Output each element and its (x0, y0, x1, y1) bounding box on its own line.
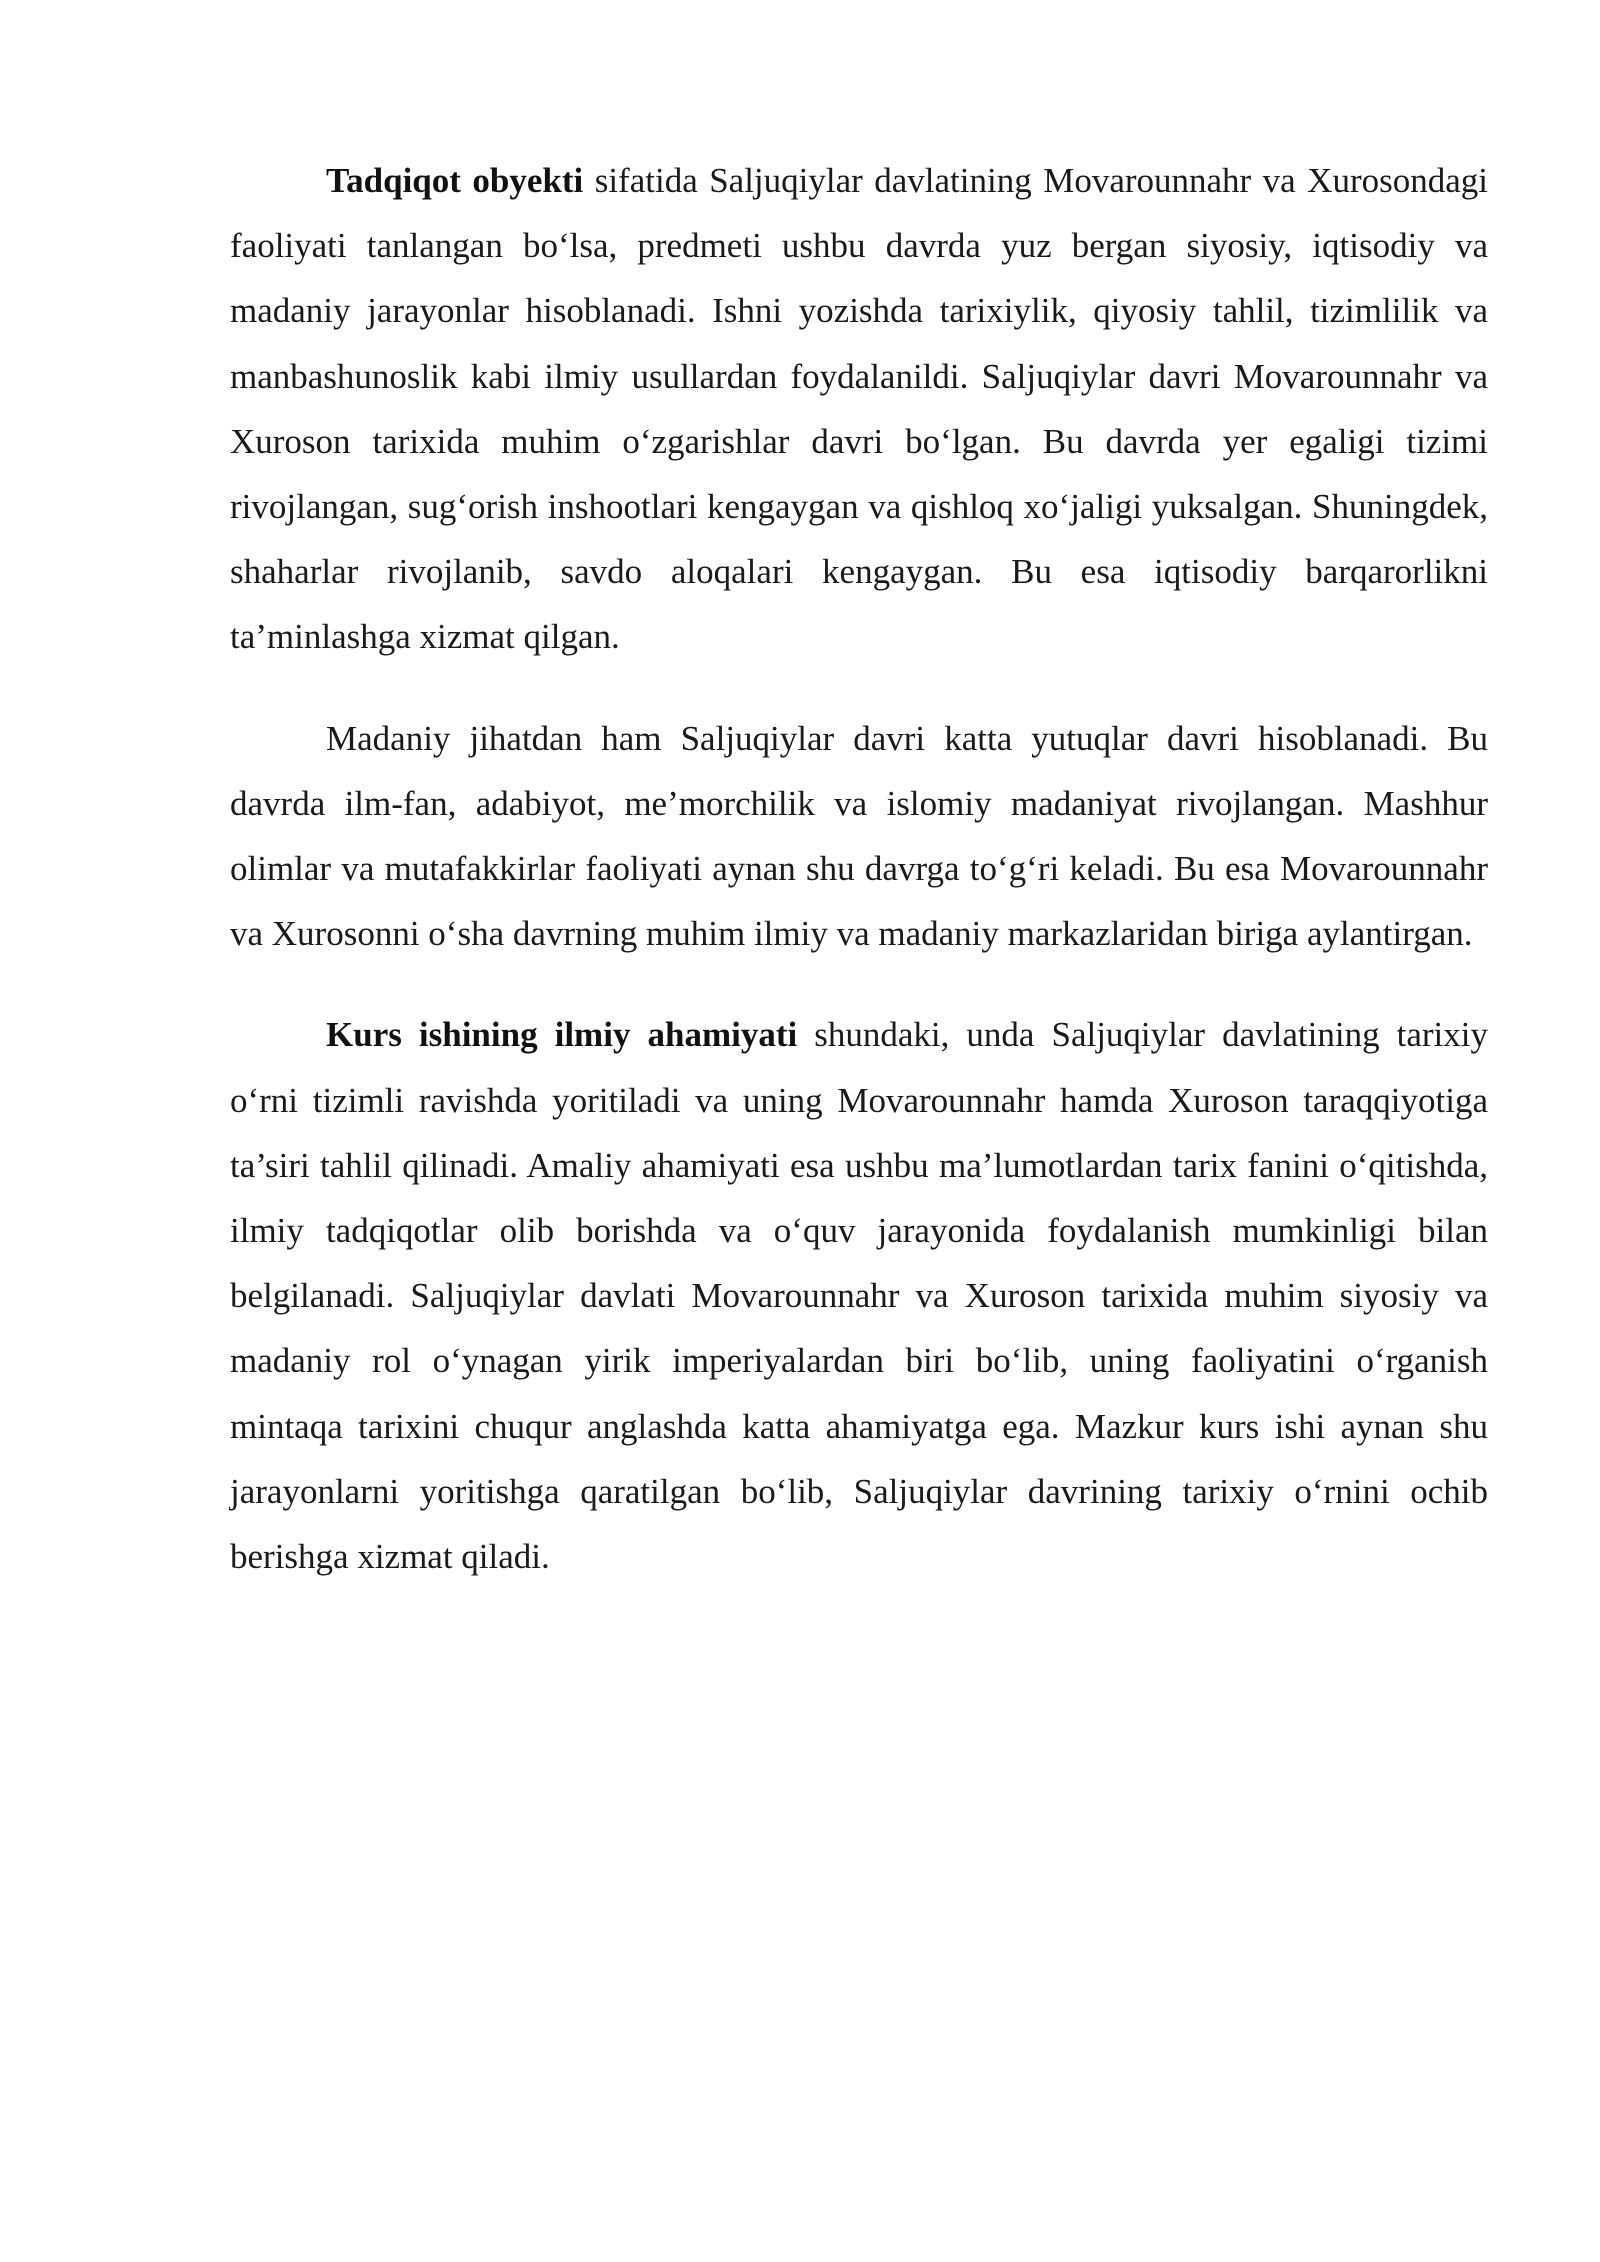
paragraph-text: Madaniy jihatdan ham Saljuqiylar davri katta yutuqlar davri hisoblanadi. Bu davrda ilm-fan, adabiyot, me’morchilik va islomiy madaniyat rivojlangan. Mashhur olimlar va mutafakkirlar faoliyati aynan shu davrga to‘g‘ri keladi. Bu esa Movarounnahr va Xurosonni o‘sha davrning muhim ilmiy va madaniy markazlaridan biriga aylantirgan. (230, 718, 1488, 954)
bold-heading-scientific-significance: Kurs ishining ilmiy ahamiyati (326, 1015, 798, 1055)
document-body (230, 148, 1488, 1625)
paragraph-cultural-aspect (230, 706, 1488, 967)
paragraph-research-object (230, 148, 1488, 670)
paragraph-text: shundaki, unda Saljuqiylar davlatining tarixiy o‘rni tizimli ravishda yoritiladi va uning Movarounnahr hamda Xuroson taraqqiyotiga ta’siri tahlil qilinadi. Amaliy ahamiyati esa ushbu ma’lumotlardan tarix fanini o‘qitishda, ilmiy tadqiqotlar olib borishda va o‘quv jarayonida foydalanish mumkinligi bilan belgilanadi. Saljuqiylar davlati Movarounnahr va Xuroson tarixida muhim siyosiy va madaniy rol o‘ynagan yirik imperiyalardan biri bo‘lib, uning faoliyatini o‘rganish mintaqa tarixini chuqur anglashda katta ahamiyatga ega. Mazkur kurs ishi aynan shu jarayonlarni yoritishga qaratilgan bo‘lib, Saljuqiylar davrining tarixiy o‘rnini ochib berishga xizmat qiladi. (230, 1015, 1488, 1577)
paragraph-scientific-significance (230, 1002, 1488, 1589)
bold-heading-research-object: Tadqiqot obyekti (326, 161, 584, 200)
paragraph-text: sifatida Saljuqiylar davlatining Movarounnahr va Xurosondagi faoliyati tanlangan bo‘lsa, predmeti ushbu davrda yuz bergan siyosiy, iqtisodiy va madaniy jarayonlar hisoblanadi. Ishni yozishda tarixiylik, qiyosiy tahlil, tizimlilik va manbashunoslik kabi ilmiy usullardan foydalanildi. Saljuqiylar davri Movarounnahr va Xuroson tarixida muhim o‘zgarishlar davri bo‘lgan. Bu davrda yer egaligi tizimi rivojlangan, sug‘orish inshootlari kengaygan va qishloq xo‘jaligi yuksalgan. Shuningdek, shaharlar rivojlanib, savdo aloqalari kengaygan. Bu esa iqtisodiy barqarorlikni ta’minlashga xizmat qilgan. (230, 161, 1488, 657)
